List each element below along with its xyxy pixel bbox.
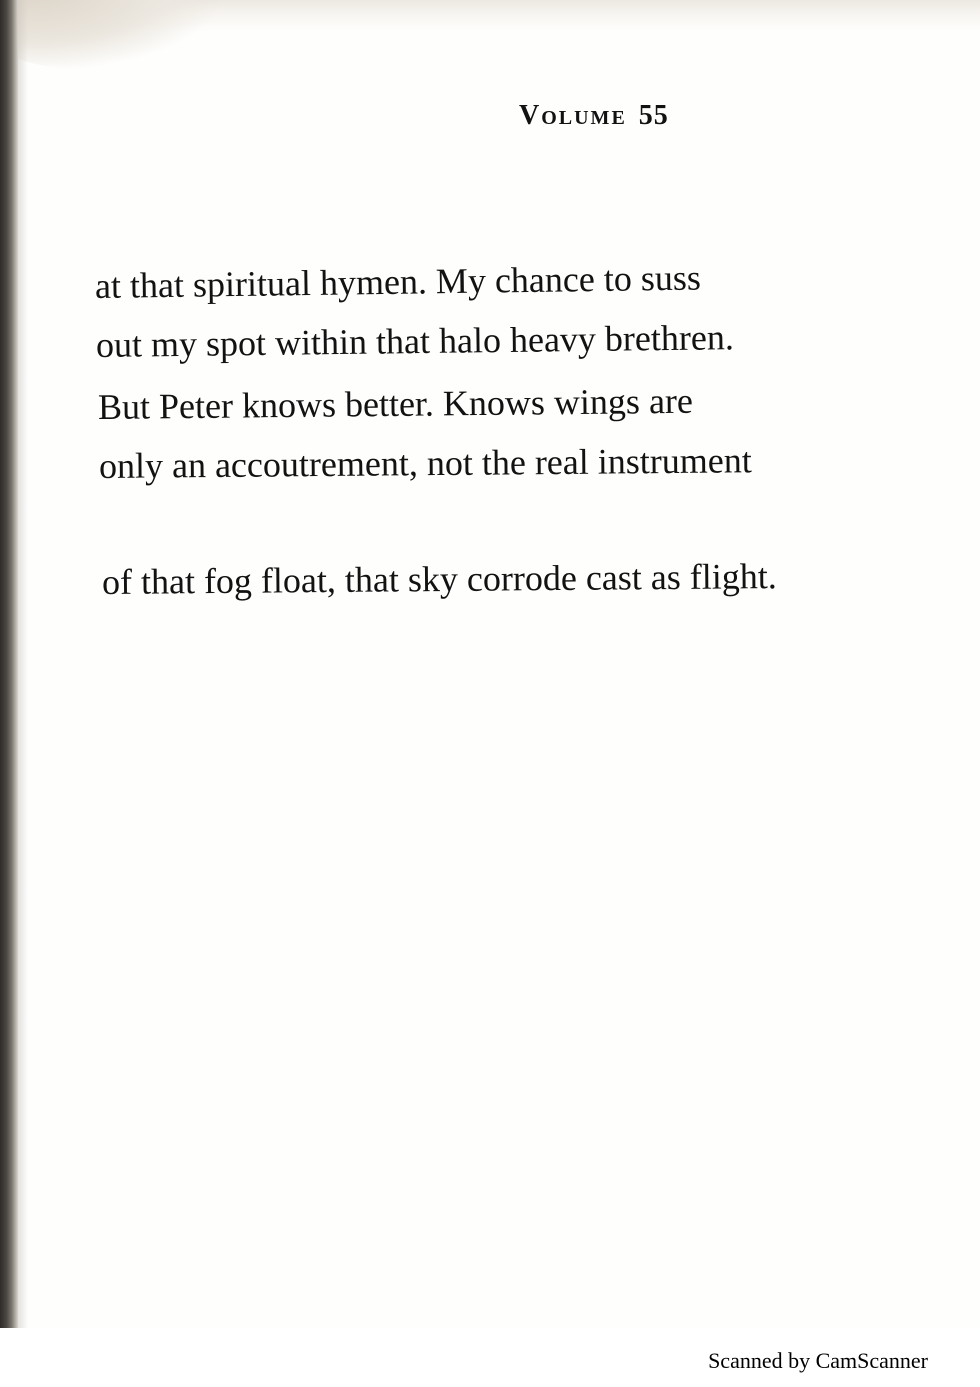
book-spine-edge	[0, 0, 18, 1328]
poem-line-5: of that fog float, that sky corrode cast as flight.	[101, 556, 777, 602]
poem-line-1: at that spiritual hymen. My chance to suss	[94, 257, 702, 306]
poem-line-2: out my spot within that halo heavy brethren.	[95, 317, 735, 365]
page-number: 55	[638, 100, 669, 131]
poem-line-4: only an accoutrement, not the real instrument	[98, 440, 752, 486]
scanner-watermark: Scanned by CamScanner	[708, 1348, 928, 1373]
running-head	[519, 100, 669, 132]
page-top-shadow	[0, 0, 980, 80]
poem-line-3: But Peter knows better. Knows wings are	[97, 380, 694, 427]
running-title: Volume	[519, 100, 627, 131]
